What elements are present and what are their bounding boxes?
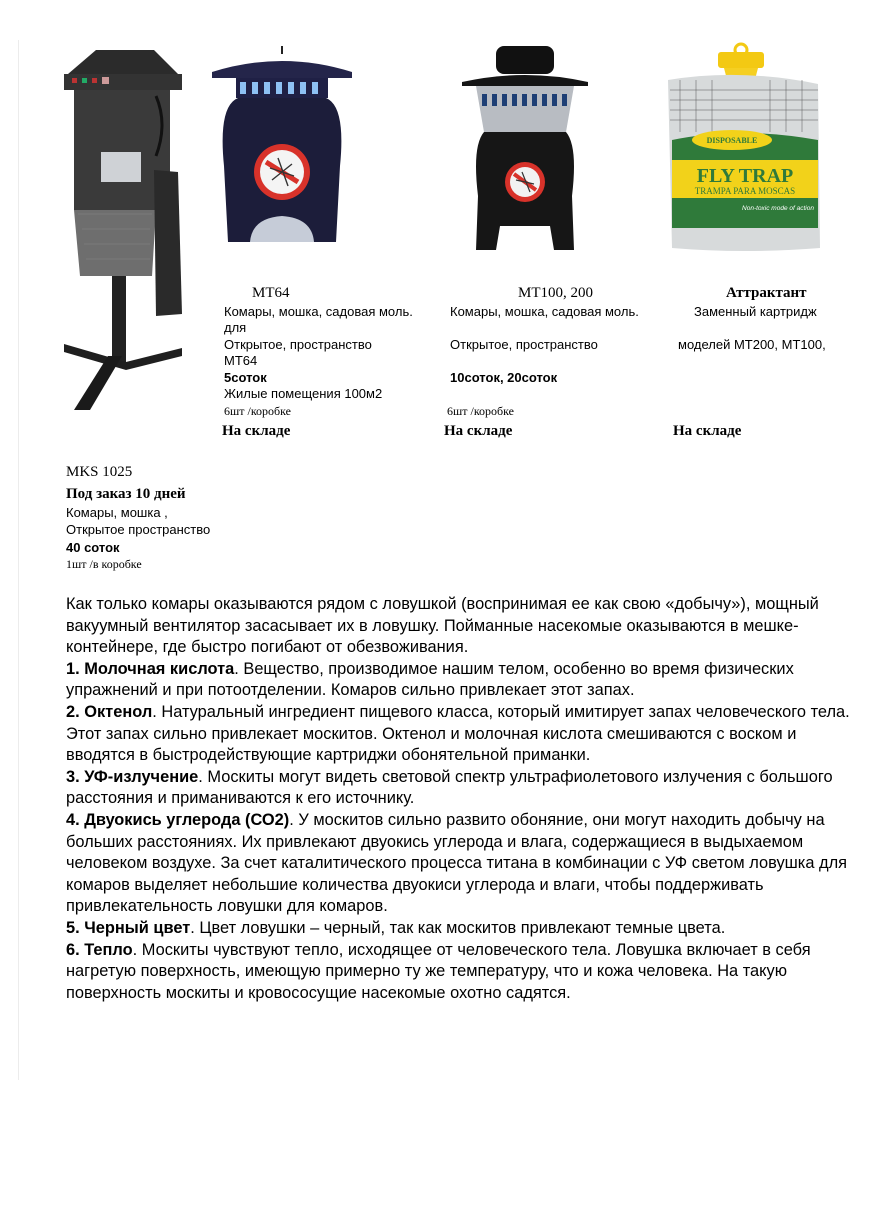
mt64-space-cont: МТ64 [224,353,258,368]
article-item-1-title: 1. Молочная кислота [66,659,235,678]
mt64-indoor: Жилые помещения 100м2 [224,386,383,401]
article-item-2 [66,702,856,767]
article-item-2-title: 2. Октенол [66,702,153,721]
svg-text:FLY TRAP: FLY TRAP [696,165,794,187]
mt64-area: 5соток [224,370,267,385]
mt64-space: Открытое, пространство [224,337,372,352]
article-item-6-title: 6. Тепло [66,940,133,959]
mt100-image [462,46,588,252]
mks1025-insects: Комары, мошка , [66,505,168,520]
mt64-name: MT64 [252,285,290,301]
mks1025-image [56,44,186,412]
mt100-space: Открытое, пространство [450,337,598,352]
mks1025-space: Открытое пространство [66,522,211,537]
mt100-area: 10соток, 20соток [450,370,558,385]
mt64-insects: Комары, мошка, садовая моль. [224,304,413,319]
mt64-insects-cont: для [224,320,247,335]
mt64-availability: На складе [222,423,291,439]
article-item-4 [66,810,856,918]
mt64-packing: 6шт /коробке [224,404,292,418]
mks1025-availability: Под заказ 10 дней [66,486,186,502]
mt64-image [208,46,356,246]
mt100-insects: Комары, мошка, садовая моль. [450,304,639,319]
article-item-5 [66,918,856,940]
mks1025-packing: 1шт /в коробке [66,557,142,571]
attractant-name: Аттрактант [726,285,807,301]
attractant-availability: На складе [673,423,742,439]
article-item-1-text: . Вещество, производимое нашим телом, особенно во время физических упражнений и при потоотделении. Комаров сильно привлекает этот запах. [66,659,794,700]
svg-text:Non-toxic mode of action: Non-toxic mode of action [742,205,814,212]
mt100-packing: 6шт /коробке [447,404,515,418]
attractant-desc: Заменный картридж [694,304,817,319]
article-item-1 [66,659,856,702]
article-item-4-title: 4. Двуокись углерода (СО2) [66,810,290,829]
article-item-2-text: . Натуральный ингредиент пищевого класса, который имитирует запах человеческого тела. Этот запах сильно привлекает москитов. Октенол и молочная кислота смешиваются с воском и вводятся в быстродействующие картриджи обонятельной приманки. [66,702,850,765]
mks1025-name: MKS 1025 [66,464,133,480]
article-item-3-title: 3. УФ-излучение [66,767,199,786]
article-item-5-title: 5. Черный цвет [66,918,191,937]
attractant-fly-trap-image [660,42,826,254]
svg-text:TRAMPA PARA MOSCAS: TRAMPA PARA MOSCAS [694,186,796,196]
mt100-name: MT100, 200 [518,285,593,301]
article-item-4-text: . У москитов сильно развито обоняние, они могут находить добычу на больших расстояниях. Их привлекают двуокись углерода и влага, содержащиеся в выдыхаемом человеком воздухе. За счет каталитического процесса титана в комбинации с УФ светом ловушка для комаров выделяет небольшие количества двуокиси углерода и влаги, чтобы поддерживать привлекательность ловушки для комаров. [66,810,848,916]
attractant-models: моделей МТ200, МТ100, [678,337,826,352]
mks1025-area: 40 соток [66,540,120,555]
article-item-6-text: . Москиты чувствуют тепло, исходящее от человеческого тела. Ловушка включает в себя нагретую поверхность, имеющую примерно ту же температуру, что и кожа человека. На такую поверхность москиты и кровососущие насекомые охотно садятся. [66,940,811,1002]
page-margin-line [18,40,19,1080]
article-item-5-text: . Цвет ловушки – черный, так как москитов привлекают темные цвета. [190,918,726,937]
svg-text:DISPOSABLE: DISPOSABLE [706,136,758,145]
mt100-availability: На складе [444,423,513,439]
article [66,594,856,1004]
article-intro: Как только комары оказываются рядом с ловушкой (воспринимая ее как свою «добычу»), мощный вакуумный вентилятор засасывает их в ловушку. Пойманные насекомые оказываются в мешке-контейнере, где быстро погибают от обезвоживания. [66,595,819,657]
article-item-3 [66,767,856,810]
article-item-3-text: . Москиты могут видеть световой спектр ультрафиолетового излучения с большого расстояния и приманиваются к его источнику. [66,767,833,808]
article-item-6 [66,940,856,1005]
